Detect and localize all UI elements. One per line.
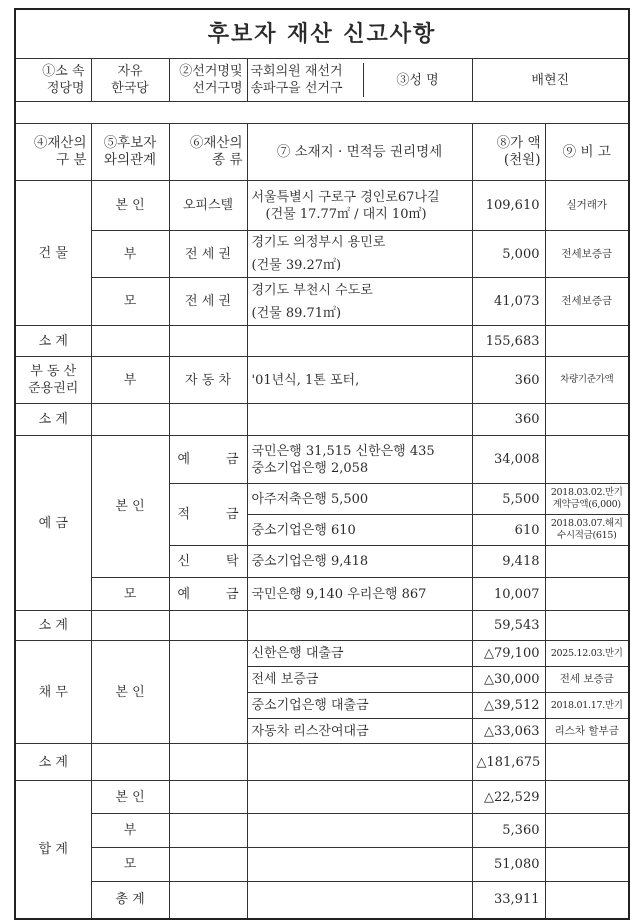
name-label: ③성 명 [363,63,472,97]
table-row [15,181,629,231]
detail-line2: (건물 17.77㎡ / 대지 10㎡) [265,206,427,222]
amount-cell: 41,073 [472,278,545,326]
col-header-category-line2: 구 분 [56,152,87,168]
note-line1: 2018.03.02.만기 [550,487,623,498]
amount-cell: 109,610 [472,181,545,231]
empty-cell [545,404,629,436]
spacer-row [15,102,629,124]
subtotal-label: 소 계 [15,326,91,357]
table-row [15,278,629,326]
note-cell: 실거래가 [545,181,629,231]
kind-cell: 예 금 [169,578,247,611]
detail-cell: 전세 보증금 [247,667,472,693]
empty-cell [545,814,629,848]
district-value-line1: 국회의원 재선거 [250,64,343,79]
empty-cell [169,641,247,744]
category-debts: 채 무 [15,641,91,744]
amount-cell: 51,080 [472,848,545,882]
asset-declaration-table [14,8,630,920]
subtotal-label: 소 계 [15,404,91,436]
note-cell: 전세보증금 [545,278,629,326]
subtotal-amount: △181,675 [472,744,545,781]
detail-line2: (건물 39.27㎡) [251,258,342,273]
empty-cell [169,882,247,919]
empty-cell [169,326,247,357]
col-header-category [15,124,91,181]
relation-cell: 부 [91,357,169,404]
empty-cell [545,436,629,484]
col-header-kind-line2: 종 류 [212,152,243,168]
detail-line1: 국민은행 31,515 신한은행 435 [251,443,435,459]
relation-cell: 본 인 [91,641,169,744]
note-cell: 차량기준가액 [545,357,629,404]
party-value [91,59,169,102]
kind-cell: 예 금 [169,436,247,484]
note-cell: 2018.01.17.만기 [545,693,629,719]
total-row [15,848,629,882]
detail-cell [247,436,472,484]
kind-cell: 오피스텔 [169,181,247,231]
empty-cell [545,611,629,641]
asset-declaration-document [14,8,628,920]
subtotal-row [15,326,629,357]
empty-cell [91,404,169,436]
district-value-line2: 송파구을 선거구 [250,81,343,96]
empty-cell [247,781,472,814]
party-value-line2: 한국당 [111,81,149,96]
relation-cell: 모 [91,278,169,326]
col-header-kind [169,124,247,181]
district-value [247,59,472,102]
party-label-line1: ①소 속 [42,64,85,79]
amount-cell: △33,063 [472,719,545,744]
empty-cell [247,326,472,357]
party-label [15,59,91,102]
relation-cell: 모 [91,578,169,611]
subtotal-label: 소 계 [15,744,91,781]
grand-total-amount: 33,911 [472,882,545,919]
empty-cell [247,744,472,781]
subtotal-amount: 155,683 [472,326,545,357]
empty-cell [545,546,629,578]
note-line1: 2018.03.07.해지 [550,518,623,529]
kind-cell: 전 세 권 [169,278,247,326]
empty-cell [247,404,472,436]
detail-cell: 신한은행 대출금 [247,641,472,667]
category-deposits: 예 금 [15,436,91,611]
empty-cell [545,578,629,611]
kind-cell: 자 동 차 [169,357,247,404]
empty-cell [91,744,169,781]
col-header-note: ⑨ 비 고 [545,124,629,181]
table-row [15,578,629,611]
col-header-amount-line1: ⑧가 액 [496,135,541,151]
subtotal-row [15,404,629,436]
category-building: 건 물 [15,181,91,326]
amount-cell: 34,008 [472,436,545,484]
amount-cell: 360 [472,357,545,404]
empty-cell [247,814,472,848]
empty-cell [169,781,247,814]
table-row [15,357,629,404]
kind-cell: 전 세 권 [169,231,247,278]
note-cell: 리스차 할부금 [545,719,629,744]
district-label-line2: 선거구명 [192,81,243,96]
amount-cell: △79,100 [472,641,545,667]
empty-cell [247,611,472,641]
table-row [15,231,629,278]
amount-cell: 5,000 [472,231,545,278]
total-row [15,781,629,814]
empty-cell [545,781,629,814]
empty-cell [169,404,247,436]
amount-cell: 5,500 [472,484,545,515]
empty-cell [91,611,169,641]
amount-cell: 5,360 [472,814,545,848]
district-value-text [248,63,364,97]
detail-line2: 중소기업은행 2,058 [251,460,369,476]
category-line1: 부 동 산 [30,364,77,379]
empty-cell [545,848,629,882]
empty-cell [169,611,247,641]
amount-cell: △22,529 [472,781,545,814]
detail-cell: 중소기업은행 610 [247,515,472,546]
note-cell: 2025.12.03.만기 [545,641,629,667]
detail-cell: '01년식, 1톤 포터, [247,357,472,404]
party-value-line1: 자유 [117,64,143,79]
note-cell [545,484,629,515]
relation-cell: 본 인 [91,436,169,578]
col-header-amount [472,124,545,181]
category-realty-rights [15,357,91,404]
relation-cell: 본 인 [91,181,169,231]
empty-cell [545,882,629,919]
kind-cell: 적 금 [169,484,247,546]
col-header-relation [91,124,169,181]
kind-cell: 신 탁 [169,546,247,578]
detail-line2: (건물 89.71㎡) [251,305,342,321]
subtotal-amount: 59,543 [472,611,545,641]
detail-cell [247,231,472,278]
detail-cell: 중소기업은행 대출금 [247,693,472,719]
category-totals: 합 계 [15,781,91,919]
note-cell [545,515,629,546]
relation-cell: 본 인 [91,781,169,814]
subtotal-amount: 360 [472,404,545,436]
table-row [15,641,629,667]
col-header-detail: ⑦ 소재지 · 면적등 권리명세 [247,124,472,181]
relation-cell: 부 [91,814,169,848]
table-row [15,436,629,484]
relation-cell: 총 계 [91,882,169,919]
detail-cell: 자동차 리스잔여대금 [247,719,472,744]
empty-cell [169,848,247,882]
total-row [15,814,629,848]
district-label [169,59,247,102]
col-header-category-line1: ④재산의 [33,135,87,151]
detail-cell [247,278,472,326]
amount-cell: 10,007 [472,578,545,611]
col-header-relation-line2: 와의관계 [103,152,157,168]
col-header-amount-line2: (천원) [503,152,541,168]
detail-cell [247,181,472,231]
col-header-relation-line1: ⑤후보자 [103,135,157,151]
relation-cell: 부 [91,231,169,278]
amount-cell: △30,000 [472,667,545,693]
note-cell: 전세보증금 [545,231,629,278]
grand-total-row [15,882,629,919]
detail-line1: 경기도 부천시 수도로 [251,282,373,298]
subtotal-row [15,611,629,641]
subtotal-row [15,744,629,781]
note-cell: 전세 보증금 [545,667,629,693]
subtotal-label: 소 계 [15,611,91,641]
col-header-kind-line1: ⑥재산의 [189,135,243,151]
empty-cell [169,814,247,848]
note-line2: 계약금액(6,000) [552,499,621,510]
party-label-line2: 정당명 [46,81,85,96]
detail-cell: 아주저축은행 5,500 [247,484,472,515]
detail-cell: 중소기업은행 9,418 [247,546,472,578]
note-line2: 수시적금(615) [556,530,617,541]
candidate-name: 배현진 [472,59,629,102]
amount-cell: 9,418 [472,546,545,578]
amount-cell: 610 [472,515,545,546]
relation-cell: 모 [91,848,169,882]
document-title: 후보자 재산 신고사항 [15,9,629,59]
amount-cell: △39,512 [472,693,545,719]
empty-cell [91,326,169,357]
category-line2: 준용권리 [28,381,79,396]
empty-cell [545,744,629,781]
empty-cell [247,882,472,919]
detail-line1: 서울특별시 구로구 경인로67나길 [251,189,440,205]
district-label-line1: ②선거명및 [179,64,243,79]
empty-cell [247,848,472,882]
empty-cell [169,744,247,781]
empty-cell [545,326,629,357]
detail-cell: 국민은행 9,140 우리은행 867 [247,578,472,611]
detail-line1: 경기도 의정부시 용민로 [251,235,386,250]
